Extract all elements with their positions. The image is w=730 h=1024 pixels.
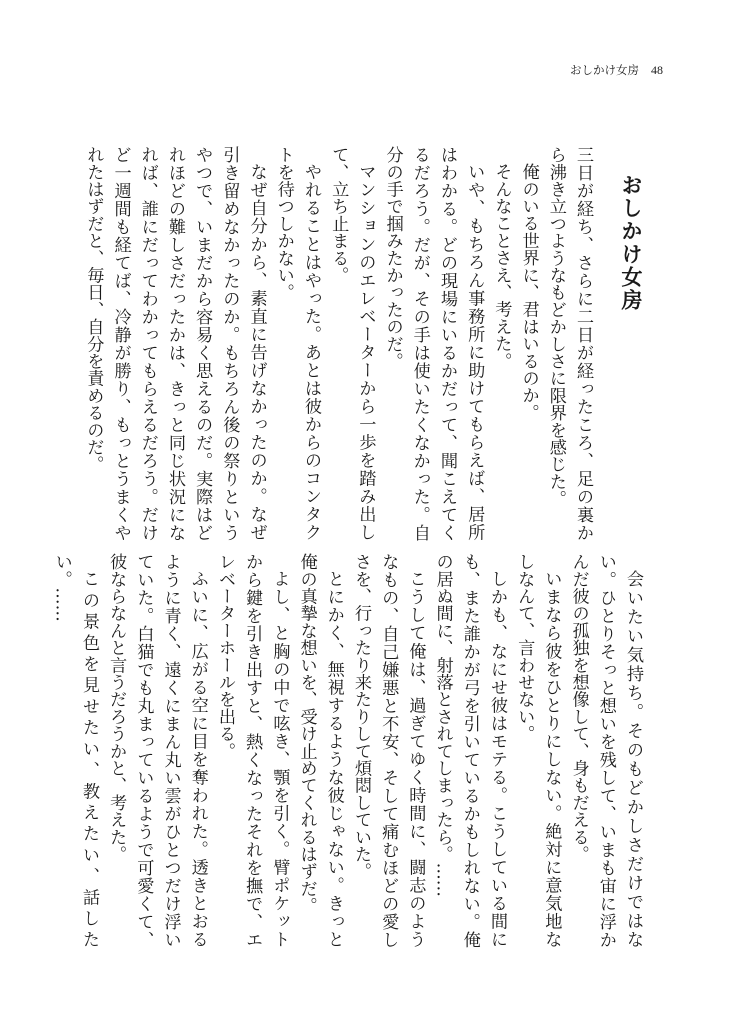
running-head [570,62,663,78]
page-number: 48 [651,63,663,77]
paragraph: やれることはやった。あとは彼からのコンタクトを待つしかない。 [273,146,321,541]
paragraph: マンションのエレベーターから一歩を踏み出して、立ち止まる。 [328,146,376,541]
paragraph: しかも、なにせ彼はモテる。こうしている間にも、また誰かが弓を引いているかもしれない。俺の居ぬ間に、射落とされてしまったら。…… [432,553,507,948]
paragraph: 三日が経ち、さらに二日が経ったころ、足の裏から沸き立つようなもどかしさに限界を感じた。 [545,146,593,541]
paragraph: 会いたい気持ち。そのもどかしさだけではない。ひとりそっと想いを残して、いまも宙に浮かんだ彼の孤独を想像して、身もだえる。 [568,553,643,948]
paragraph: そんなことさえ、考えた。 [491,163,512,370]
paragraph: 俺のいる世界に、君はいるのか。 [518,163,539,422]
paragraph: なぜ自分から、素直に告げなかったのか。なぜ引き留めなかったのか。もちろん後の祭りというやつで、いまだから容易く思えるのだ。実際はどれほどの難しさだったかは、きっと同じ状況になれば、誰にだってわかってもらえるだろう。だけど一週間も経てば、冷静が勝り、もっとうまくやれたはずだと、毎日、自分を責めるのだ。 [83,146,267,541]
story-title: おしかけ女房 [619,174,644,312]
paragraph: いや、もちろん事務所に助けてもらえば、居所はわかる。どの現場にいるかだって、聞こえてくるだろう。だが、その手は使いたくなかった。自分の手で掴みたかったのだ。 [382,146,485,541]
paragraph: ふいに、広がる空に目を奪われた。透きとおるように青く、遠くにまん丸い雲がひとつだけ浮いていた。白猫でも丸まっているようで可愛くて、彼ならなんと言うだろうかと、考えた。 [106,553,208,948]
lower-text-block [48,553,646,948]
running-title: おしかけ女房 [570,63,639,77]
paragraph: よし、と胸の中で呟き、顎を引く。臂ポケットから鍵を引き出すと、熱くなったそれを撫で、エレベーターホールを出る。 [214,553,290,948]
paragraph: とにかく、無視するような彼じゃない。きっと俺の真摯な想いを、受け止めてくれるはずだ。 [296,553,344,948]
paragraph: この景色を見せたい、教えたい、話したい。…… [51,553,99,948]
paragraph: いまなら彼をひとりにしない。絶対に意気地なしなんて、言わせない。 [514,553,562,948]
paragraph: こうして俺は、過ぎてゆく時間に、闘志のようなもの、自己嫌悪と不安、そして痛むほどの愛しさを、行ったり来たりして煩悶していた。 [350,553,426,948]
upper-text-block [79,146,646,541]
